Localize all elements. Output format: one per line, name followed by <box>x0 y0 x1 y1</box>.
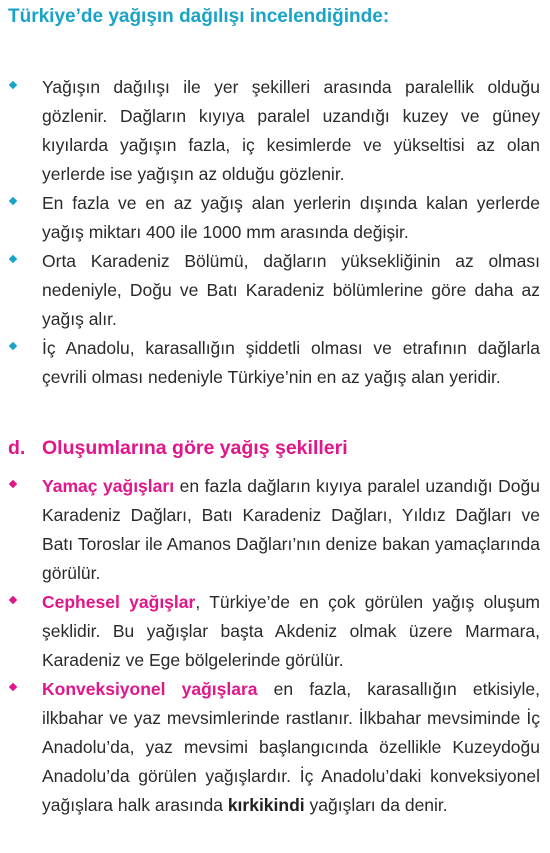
subsection-title: Oluşumlarına göre yağış şekilleri <box>42 437 348 459</box>
bold-term: kırkikindi <box>227 795 305 815</box>
list-item <box>0 472 550 588</box>
term-description-tail: yağışları da denir. <box>304 795 448 815</box>
list-item-text: Yağışın dağılışı ile yer şekilleri arasında paralellik olduğu gözlenir. Dağların kıyıya paralel uzandığı kuzey ve güney kıyılarda yağışın fazla, iç kesimlerde ve yükseltisi az olan yerlerde ise yağışın az olduğu gözlenir. <box>42 77 540 184</box>
list-item <box>0 247 550 334</box>
list-item-text: En fazla ve en az yağış alan yerlerin dışında kalan yerlerde yağış miktarı 400 ile 1000 mm arasında değişir. <box>42 193 540 242</box>
general-bullet-list <box>0 73 550 421</box>
precipitation-types-list <box>0 472 550 849</box>
list-item-text: İç Anadolu, karasallığın şiddetli olması ve etrafının dağlarla çevrili olması nedeniyle Türkiye’nin en az yağış alan yeridir. <box>42 338 540 387</box>
list-item <box>0 73 550 189</box>
list-item-text <box>42 588 540 675</box>
term-label: Cephesel yağışlar <box>42 592 196 612</box>
list-item <box>0 675 550 849</box>
diamond-bullet-icon <box>9 197 17 205</box>
section-heading: Türkiye’de yağışın dağılışı incelendiğinde: <box>8 6 390 27</box>
term-label: Konveksiyonel yağışlara <box>42 679 258 699</box>
subsection-letter: d. <box>8 437 26 459</box>
diamond-bullet-icon <box>9 683 17 691</box>
term-description: , Türkiye’de en çok görülen yağış oluşum şeklidir. Bu yağışlar başta Akdeniz olmak üzere Marmara, Karadeniz ve Ege bölgelerinde görülür. <box>42 592 541 670</box>
list-item <box>0 189 550 247</box>
term-description: en fazla dağların kıyıya paralel uzandığı Doğu Karadeniz Dağları, Batı Karadeniz Dağları, Yıldız Dağları ve Batı Toroslar ile Amanos Dağları’nın denize bakan yamaçlarında görülür. <box>42 476 540 583</box>
diamond-bullet-icon <box>9 81 17 89</box>
subsection-heading <box>8 437 348 460</box>
list-item <box>0 334 550 421</box>
diamond-bullet-icon <box>9 596 17 604</box>
list-item-text: Orta Karadeniz Bölümü, dağların yüksekliğinin az olması nedeniyle, Doğu ve Batı Karadeniz bölümlerine göre daha az yağış alır. <box>42 251 540 329</box>
list-item-text <box>42 675 540 820</box>
list-item <box>0 588 550 675</box>
list-item-text <box>42 472 540 588</box>
diamond-bullet-icon <box>9 342 17 350</box>
term-label: Yamaç yağışları <box>42 476 175 496</box>
diamond-bullet-icon <box>9 480 17 488</box>
term-description: en fazla, karasallığın etkisiyle, ilkbahar ve yaz mevsimlerinde rastlanır. İlkbahar mevsiminde İç Anadolu’da, yaz mevsimi başlangıcında özellikle Kuzeydoğu Anadolu’da görülen yağışlardır. İç Anadolu’daki konveksiyonel yağışlara halk arasında <box>42 679 540 815</box>
diamond-bullet-icon <box>9 255 17 263</box>
